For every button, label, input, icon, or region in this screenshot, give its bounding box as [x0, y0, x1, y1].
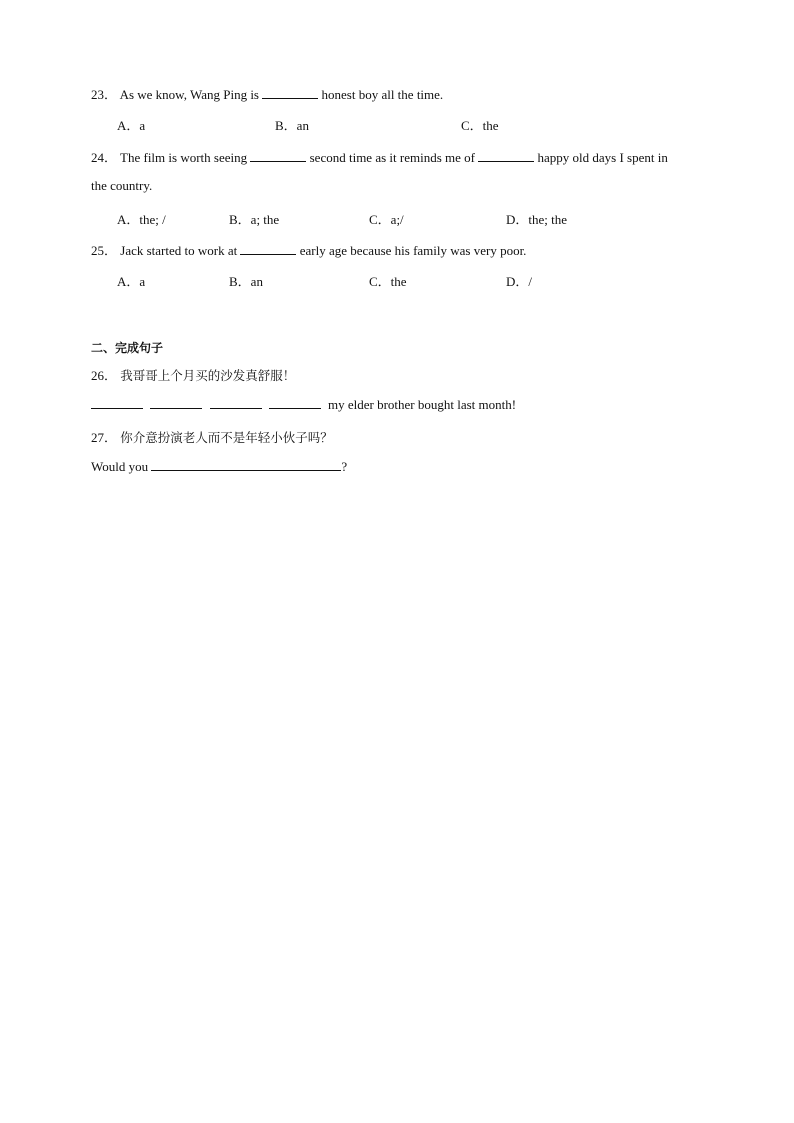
answer-blank[interactable]	[269, 396, 321, 409]
option-b[interactable]: B．an	[229, 274, 263, 289]
answer-blank[interactable]	[240, 242, 296, 255]
option-d[interactable]: D．the; the	[506, 212, 568, 227]
section-heading: 二、完成句子	[91, 341, 164, 355]
question-24	[91, 147, 668, 166]
option-b[interactable]: B．an	[275, 118, 309, 133]
question-25	[91, 240, 526, 259]
question-number: 23．	[91, 87, 118, 102]
answer-blank[interactable]	[262, 86, 318, 99]
question-text: happy old days I spent in	[537, 150, 668, 165]
question-number: 27．	[91, 430, 118, 445]
answer-blank[interactable]	[210, 396, 262, 409]
answer-text: my elder brother bought last month!	[328, 397, 517, 412]
answer-end-punct: ?	[341, 459, 348, 474]
answer-blank[interactable]	[250, 149, 306, 162]
question-number: 24．	[91, 150, 118, 165]
option-c[interactable]: C．a;/	[369, 212, 404, 227]
question-26	[91, 365, 295, 384]
question-prompt: 我哥哥上个月买的沙发真舒服！	[120, 368, 296, 383]
question-number: 26．	[91, 368, 118, 383]
answer-line-26	[91, 396, 516, 413]
option-a[interactable]: A．a	[117, 274, 146, 289]
option-b[interactable]: B．a; the	[229, 212, 280, 227]
question-number: 25．	[91, 243, 118, 258]
answer-blank[interactable]	[151, 458, 341, 471]
question-text: Jack started to work at	[120, 243, 238, 258]
option-a[interactable]: A．the; /	[117, 212, 166, 227]
answer-blank[interactable]	[150, 396, 202, 409]
question-text: second time as it reminds me of	[309, 150, 475, 165]
option-c[interactable]: C．the	[461, 118, 499, 133]
answer-blank[interactable]	[478, 149, 534, 162]
question-text: The film is worth seeing	[120, 150, 248, 165]
option-c[interactable]: C．the	[369, 274, 407, 289]
option-d[interactable]: D．/	[506, 274, 533, 289]
question-text: honest boy all the time.	[321, 87, 444, 102]
question-prompt: 你介意扮演老人而不是年轻小伙子吗？	[120, 430, 333, 445]
option-a[interactable]: A．a	[117, 118, 146, 133]
question-text: As we know, Wang Ping is	[119, 87, 259, 102]
question-24-continued: the country.	[91, 178, 153, 193]
question-text: early age because his family was very poor.	[299, 243, 527, 258]
question-23	[91, 84, 443, 103]
answer-text: Would you	[91, 459, 149, 474]
answer-line-27	[91, 458, 347, 475]
answer-blank[interactable]	[91, 396, 143, 409]
question-27	[91, 427, 333, 446]
